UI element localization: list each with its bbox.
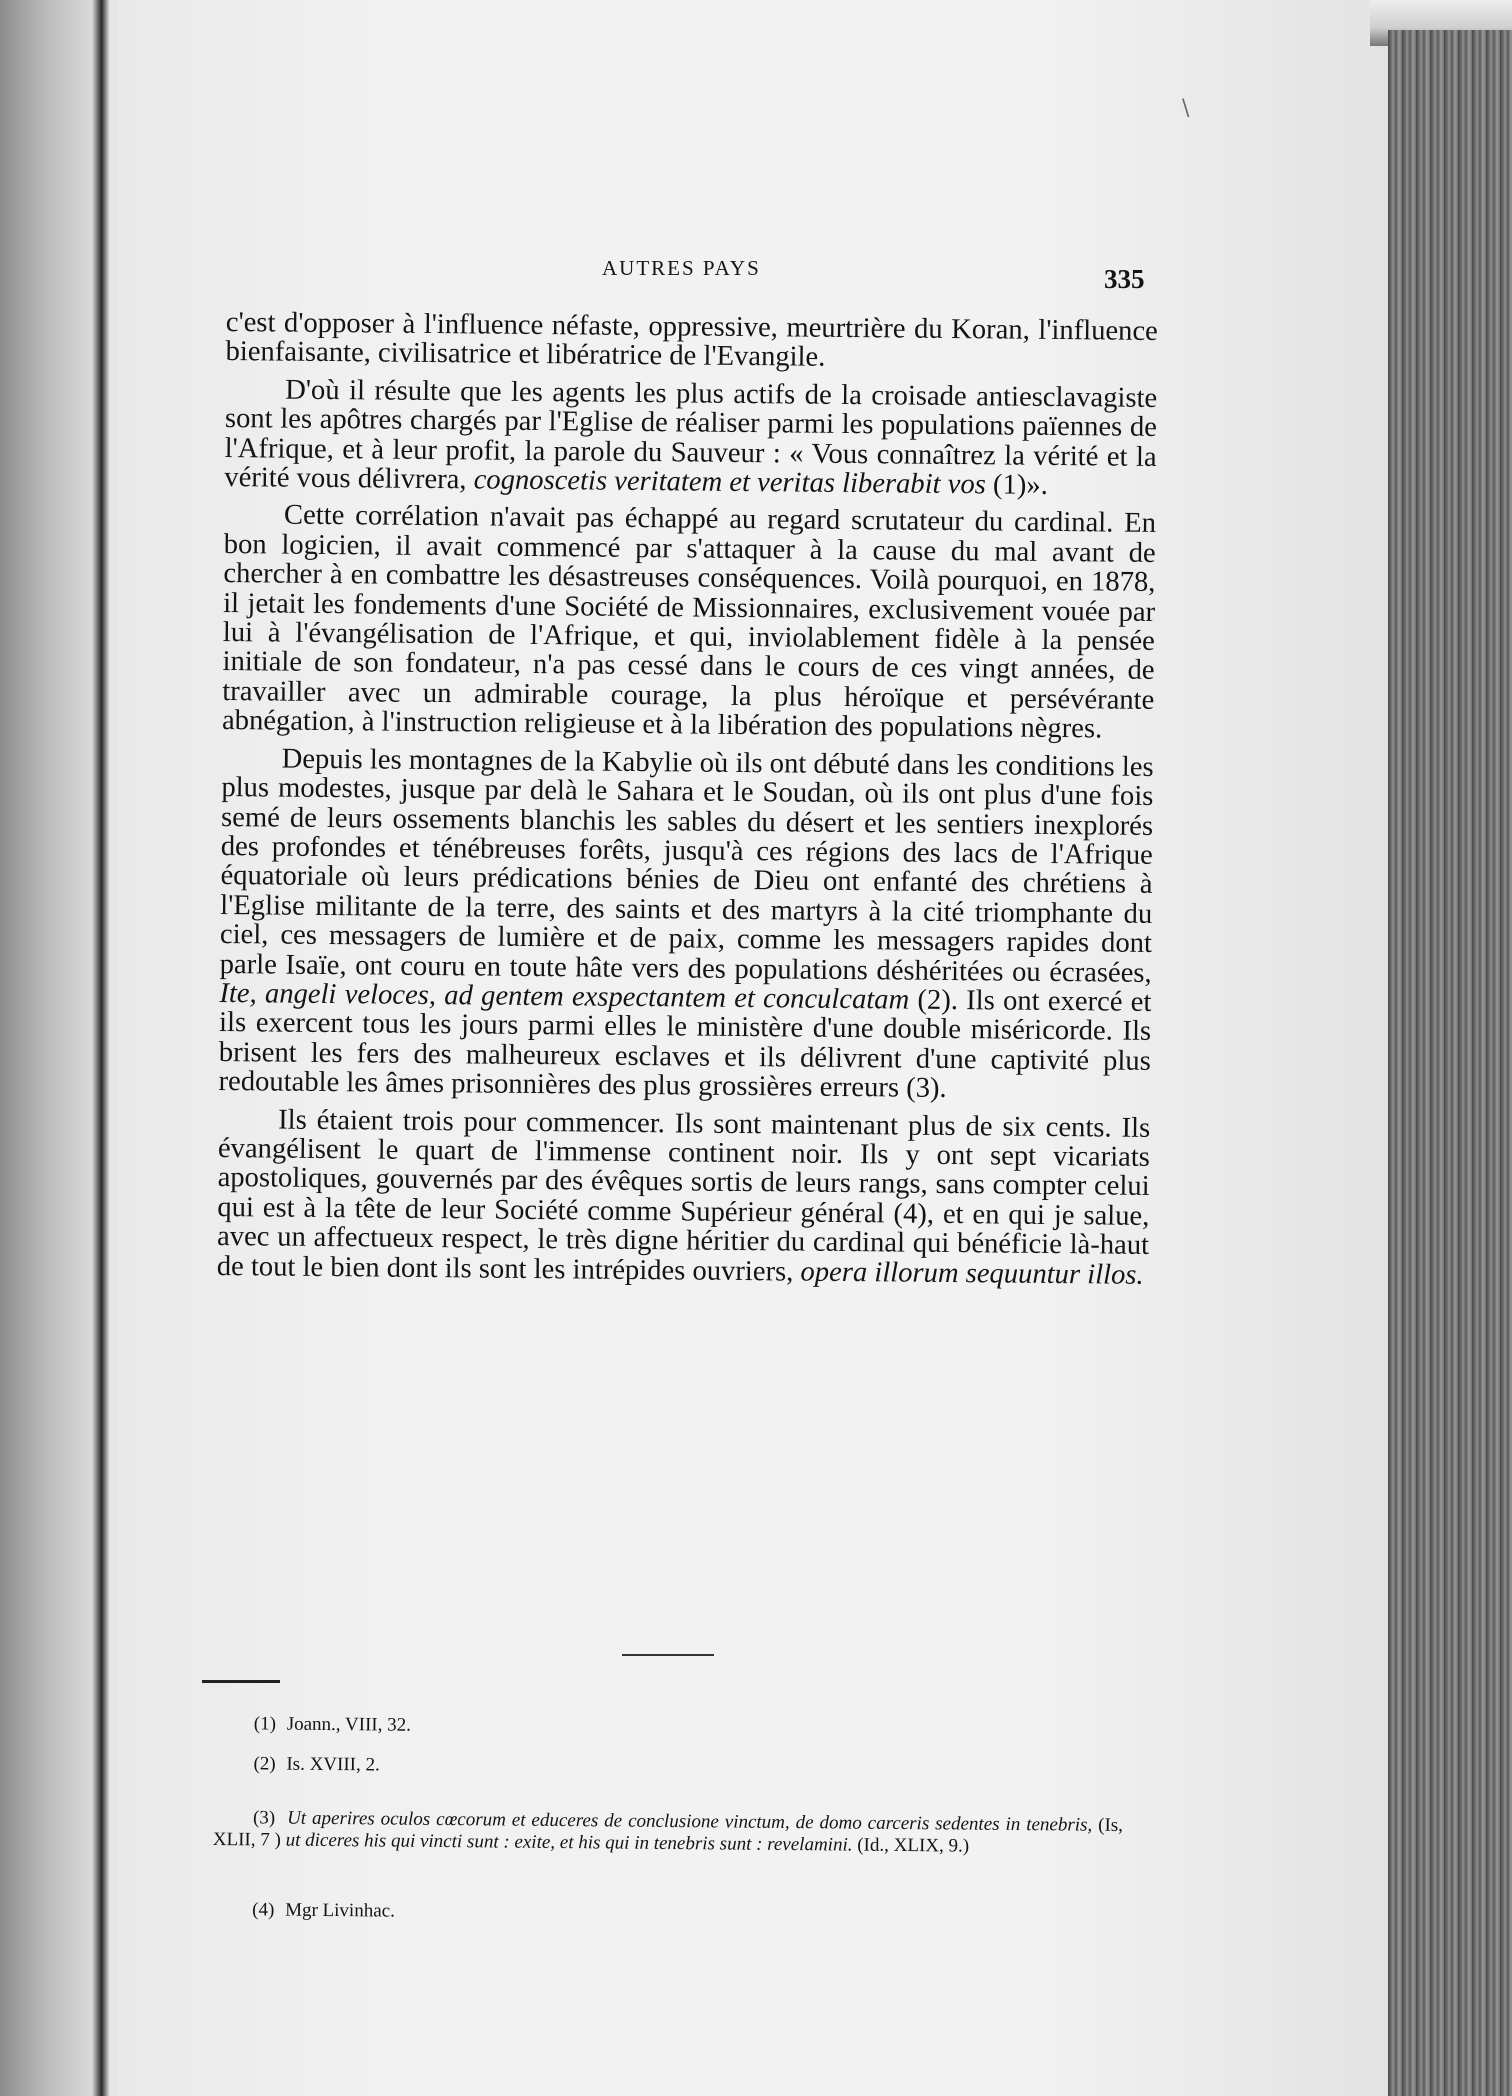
footnote-number: (1) (253, 1713, 277, 1735)
footnote-text: Is. XVIII, 2. (286, 1753, 380, 1776)
footnote-4 (252, 1899, 395, 1922)
page-stack-edge (1388, 30, 1512, 2096)
paragraph-4-text: Depuis les montagnes de la Kabylie où ils ont débuté dans les conditions les plus modestes, jusque par delà le Sahara et le Soudan, où ils ont plus d'une fois semé de leurs ossements blanchis les sables du désert et les sentiers inexplorés des profondes et ténébreuses forêts, jusqu'à ces régions des lacs de l'Afrique équatoriale où leurs prédications bénies de Dieu ont enfanté des chrétiens à l'Eglise militante de la terre, des saints et des martyrs à la cité triomphante du ciel, ces messagers de lumière et de paix, comme les messagers rapides dont parle Isaïe, ont couru en toute hâte vers des populations déshéritées ou écrasées, (219, 743, 1154, 989)
margin-mark: \ (1182, 96, 1190, 121)
body-text (217, 308, 1158, 1290)
latin-quote-2: Ite, angeli veloces, ad gentem exspectantem et conculcatam (219, 977, 910, 1016)
footnote-number: (2) (253, 1753, 276, 1775)
footnote-number: (4) (252, 1899, 275, 1921)
paragraph-5-text: Ils étaient trois pour commencer. Ils sont maintenant plus de six cents. Ils évangélisent le quart de l'immense continent noir. Ils y ont sept vicariats apostoliques, gouvernés par des évêques sortis de leurs rangs, sans compter celui qui est à la tête de leur Société comme Supérieur général (4), et en qui je salue, avec un affectueux respect, le très digne héritier du cardinal qui bénéficie là-haut de tout le bien dont ils sont les intrépides ouvriers, (216, 1104, 1151, 1288)
paragraph-2 (224, 375, 1157, 502)
latin-quote-3: opera illorum sequuntur illos. (800, 1256, 1144, 1291)
footnote-1 (254, 1713, 411, 1736)
paragraph-4-end: (2). Ils ont exercé et ils exercent tous les jours parmi elles le ministère d'une double miséricorde. Ils brisent les fers des malheureux esclaves et ils délivrent d'une captivité plus redoutable les âmes prisonnières des plus grossières erreurs (3). (218, 984, 1152, 1105)
footnote-reference: (Is, XLII, 7 ) (212, 1814, 1124, 1851)
footnote-3 (213, 1807, 1123, 1859)
paragraph-1: c'est d'opposer à l'influence néfaste, oppressive, meurtrière du Koran, l'influence bienfaisante, civilisatrice et libératrice de l'Evangile. (225, 307, 1158, 374)
left-page-edge (0, 0, 118, 2096)
footnote-text: Mgr Livinhac. (285, 1899, 395, 1922)
footnote-latin: Ut aperires oculos cœcorum et educeres de conclusione vinctum, de domo carceris sedentes in tenebris, (287, 1807, 1093, 1836)
footnote-2 (253, 1753, 379, 1776)
footnote-text: Joann., VIII, 32. (286, 1713, 412, 1736)
footnote-number: (3) (252, 1807, 276, 1829)
paragraph-3: Cette corrélation n'avait pas échappé au regard scrutateur du cardinal. En bon logicien, il avait commencé par s'attaquer à la cause du mal avant de chercher à en combattre les désastreuses conséquences. Voilà pourquoi, en 1878, il jetait les fondements d'une Société de Missionnaires, exclusivement vouée par lui à l'évangélisation de l'Afrique, et qui, inviolablement fidèle à la pensée initiale de son fondateur, n'a pas cessé dans le cours de ces vingt années, de travailler avec un admirable courage, la plus héroïque et persévérante abnégation, à l'instruction religieuse et à la libération des populations nègres. (221, 500, 1157, 745)
running-head: AUTRES PAYS (602, 256, 761, 280)
footnote-rule (202, 1680, 280, 1683)
paragraph-2-text: D'où il résulte que les agents les plus actifs de la croisade antiesclavagiste sont les apôtres chargés par l'Eglise de réaliser parmi les populations païennes de l'Afrique, et à leur profit, la parole du Sauveur : « Vous connaîtrez la vérité et la vérité vous délivrera, (224, 374, 1158, 496)
paragraph-4 (218, 744, 1153, 1106)
section-end-rule (622, 1654, 714, 1656)
page-number: 335 (1104, 264, 1145, 294)
footnote-latin: ut diceres his qui vincti sunt : exite, et his qui in tenebris sunt : revelamini. (285, 1829, 853, 1856)
paragraph-5 (217, 1105, 1151, 1290)
footnote-ref-1: (1)». (992, 469, 1048, 501)
latin-quote-1: cognoscetis veritatem et veritas liberabit vos (473, 464, 987, 501)
footnote-reference: (Id., XLIX, 9.) (857, 1834, 970, 1857)
